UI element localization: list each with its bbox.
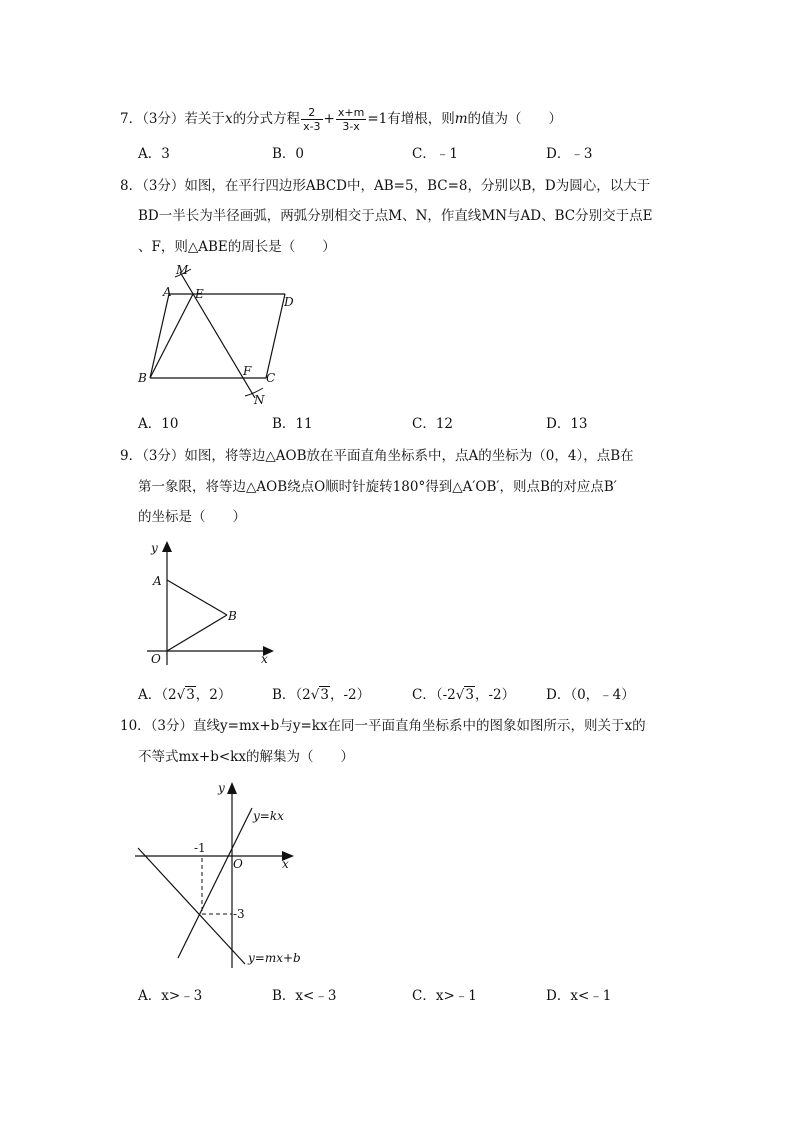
q7-option-a[interactable]: A．3 bbox=[138, 146, 170, 162]
q9-stem-line1: 9．（3分）如图，将等边△AOB放在平面直角坐标系中，点A的坐标为（0，4），点B在 bbox=[120, 448, 634, 464]
fraction-1: $\frac{2}{x-3}$ bbox=[303, 106, 321, 133]
label-b: B bbox=[228, 609, 237, 623]
segment-ab bbox=[167, 580, 227, 615]
label-d: D bbox=[284, 295, 294, 309]
label-n: N bbox=[254, 393, 265, 407]
y-axis-arrow bbox=[227, 782, 237, 794]
q10-option-c[interactable]: C．x>﹣1 bbox=[412, 988, 477, 1004]
label-a: A bbox=[153, 574, 162, 588]
q9-option-a[interactable]: A．（2√3，2） bbox=[138, 687, 232, 703]
segment-be bbox=[150, 294, 193, 378]
label-o: O bbox=[151, 652, 161, 666]
q8-option-b[interactable]: B．11 bbox=[272, 416, 313, 432]
q7-option-c[interactable]: C．﹣1 bbox=[412, 146, 458, 162]
label-a: A bbox=[163, 285, 172, 299]
label-m: M bbox=[176, 263, 189, 277]
q7-option-d[interactable]: D．﹣3 bbox=[546, 146, 593, 162]
q9-stem-line2: 第一象限，将等边△AOB绕点O顺时针旋转180°得到△A′OB′，则点B的对应点B′ bbox=[138, 479, 617, 495]
q8-stem-line1: 8．（3分）如图，在平行四边形ABCD中，AB=5，BC=8，分别以B，D为圆心，以大于 bbox=[120, 178, 651, 194]
q10-option-b[interactable]: B．x<﹣3 bbox=[272, 988, 337, 1004]
segment-dc bbox=[266, 294, 285, 378]
y-axis-arrow bbox=[162, 541, 172, 552]
q8-parallelogram-figure bbox=[135, 262, 295, 407]
q9-option-b[interactable]: B．（2√3，-2） bbox=[272, 687, 371, 703]
q8-stem-line2: BD一半长为半径画弧，两弧分别相交于点M、N，作直线MN与AD、BC分别交于点E bbox=[138, 208, 653, 224]
label-c: C bbox=[266, 371, 276, 385]
segment-bo bbox=[167, 615, 227, 651]
q7-stem: 7．（3分）若关于x的分式方程 $\frac{2}{x-3}$ + $\frac{x+m}{3-x}$ =1有增根，则m的值为（ ） bbox=[120, 106, 563, 133]
label-y: y bbox=[218, 781, 225, 795]
q8-option-a[interactable]: A．10 bbox=[138, 416, 179, 432]
q10-stem-line2: 不等式mx+b<kx的解集为（ ） bbox=[138, 749, 354, 765]
label-o: O bbox=[233, 857, 243, 871]
q10-coordinate-figure bbox=[130, 778, 310, 973]
q8-stem-line3: 、F，则△ABE的周长是（ ） bbox=[138, 239, 336, 255]
line-mn bbox=[180, 272, 255, 398]
label-f: F bbox=[243, 364, 252, 378]
label-x: x bbox=[261, 652, 268, 666]
q7-option-b[interactable]: B．0 bbox=[272, 146, 305, 162]
label-y: y bbox=[151, 541, 158, 555]
label-y-mxb: y=mx+b bbox=[248, 951, 301, 965]
q9-option-c[interactable]: C．（-2√3，-2） bbox=[412, 687, 516, 703]
q10-option-d[interactable]: D．x<﹣1 bbox=[546, 988, 612, 1004]
line-y-kx bbox=[178, 808, 252, 958]
q10-stem-line1: 10．（3分）直线y=mx+b与y=kx在同一平面直角坐标系中的图象如图所示，则关于x的 bbox=[120, 718, 646, 734]
q9-stem-line3: 的坐标是（ ） bbox=[138, 509, 246, 525]
label-neg3: -3 bbox=[233, 907, 245, 921]
label-x: x bbox=[282, 857, 289, 871]
label-neg1: -1 bbox=[194, 841, 206, 855]
q10-option-a[interactable]: A．x>﹣3 bbox=[138, 988, 203, 1004]
q9-option-d[interactable]: D．（0，﹣4） bbox=[546, 687, 635, 703]
q8-option-d[interactable]: D．13 bbox=[546, 416, 588, 432]
q8-option-c[interactable]: C．12 bbox=[412, 416, 454, 432]
fraction-2: $\frac{x+m}{3-x}$ bbox=[337, 106, 365, 133]
label-y-kx: y=kx bbox=[253, 809, 284, 823]
segment-ab bbox=[150, 294, 169, 378]
label-e: E bbox=[195, 287, 204, 301]
label-b: B bbox=[138, 371, 147, 385]
line-y-mxb bbox=[138, 848, 245, 964]
q9-coordinate-figure bbox=[145, 535, 280, 670]
